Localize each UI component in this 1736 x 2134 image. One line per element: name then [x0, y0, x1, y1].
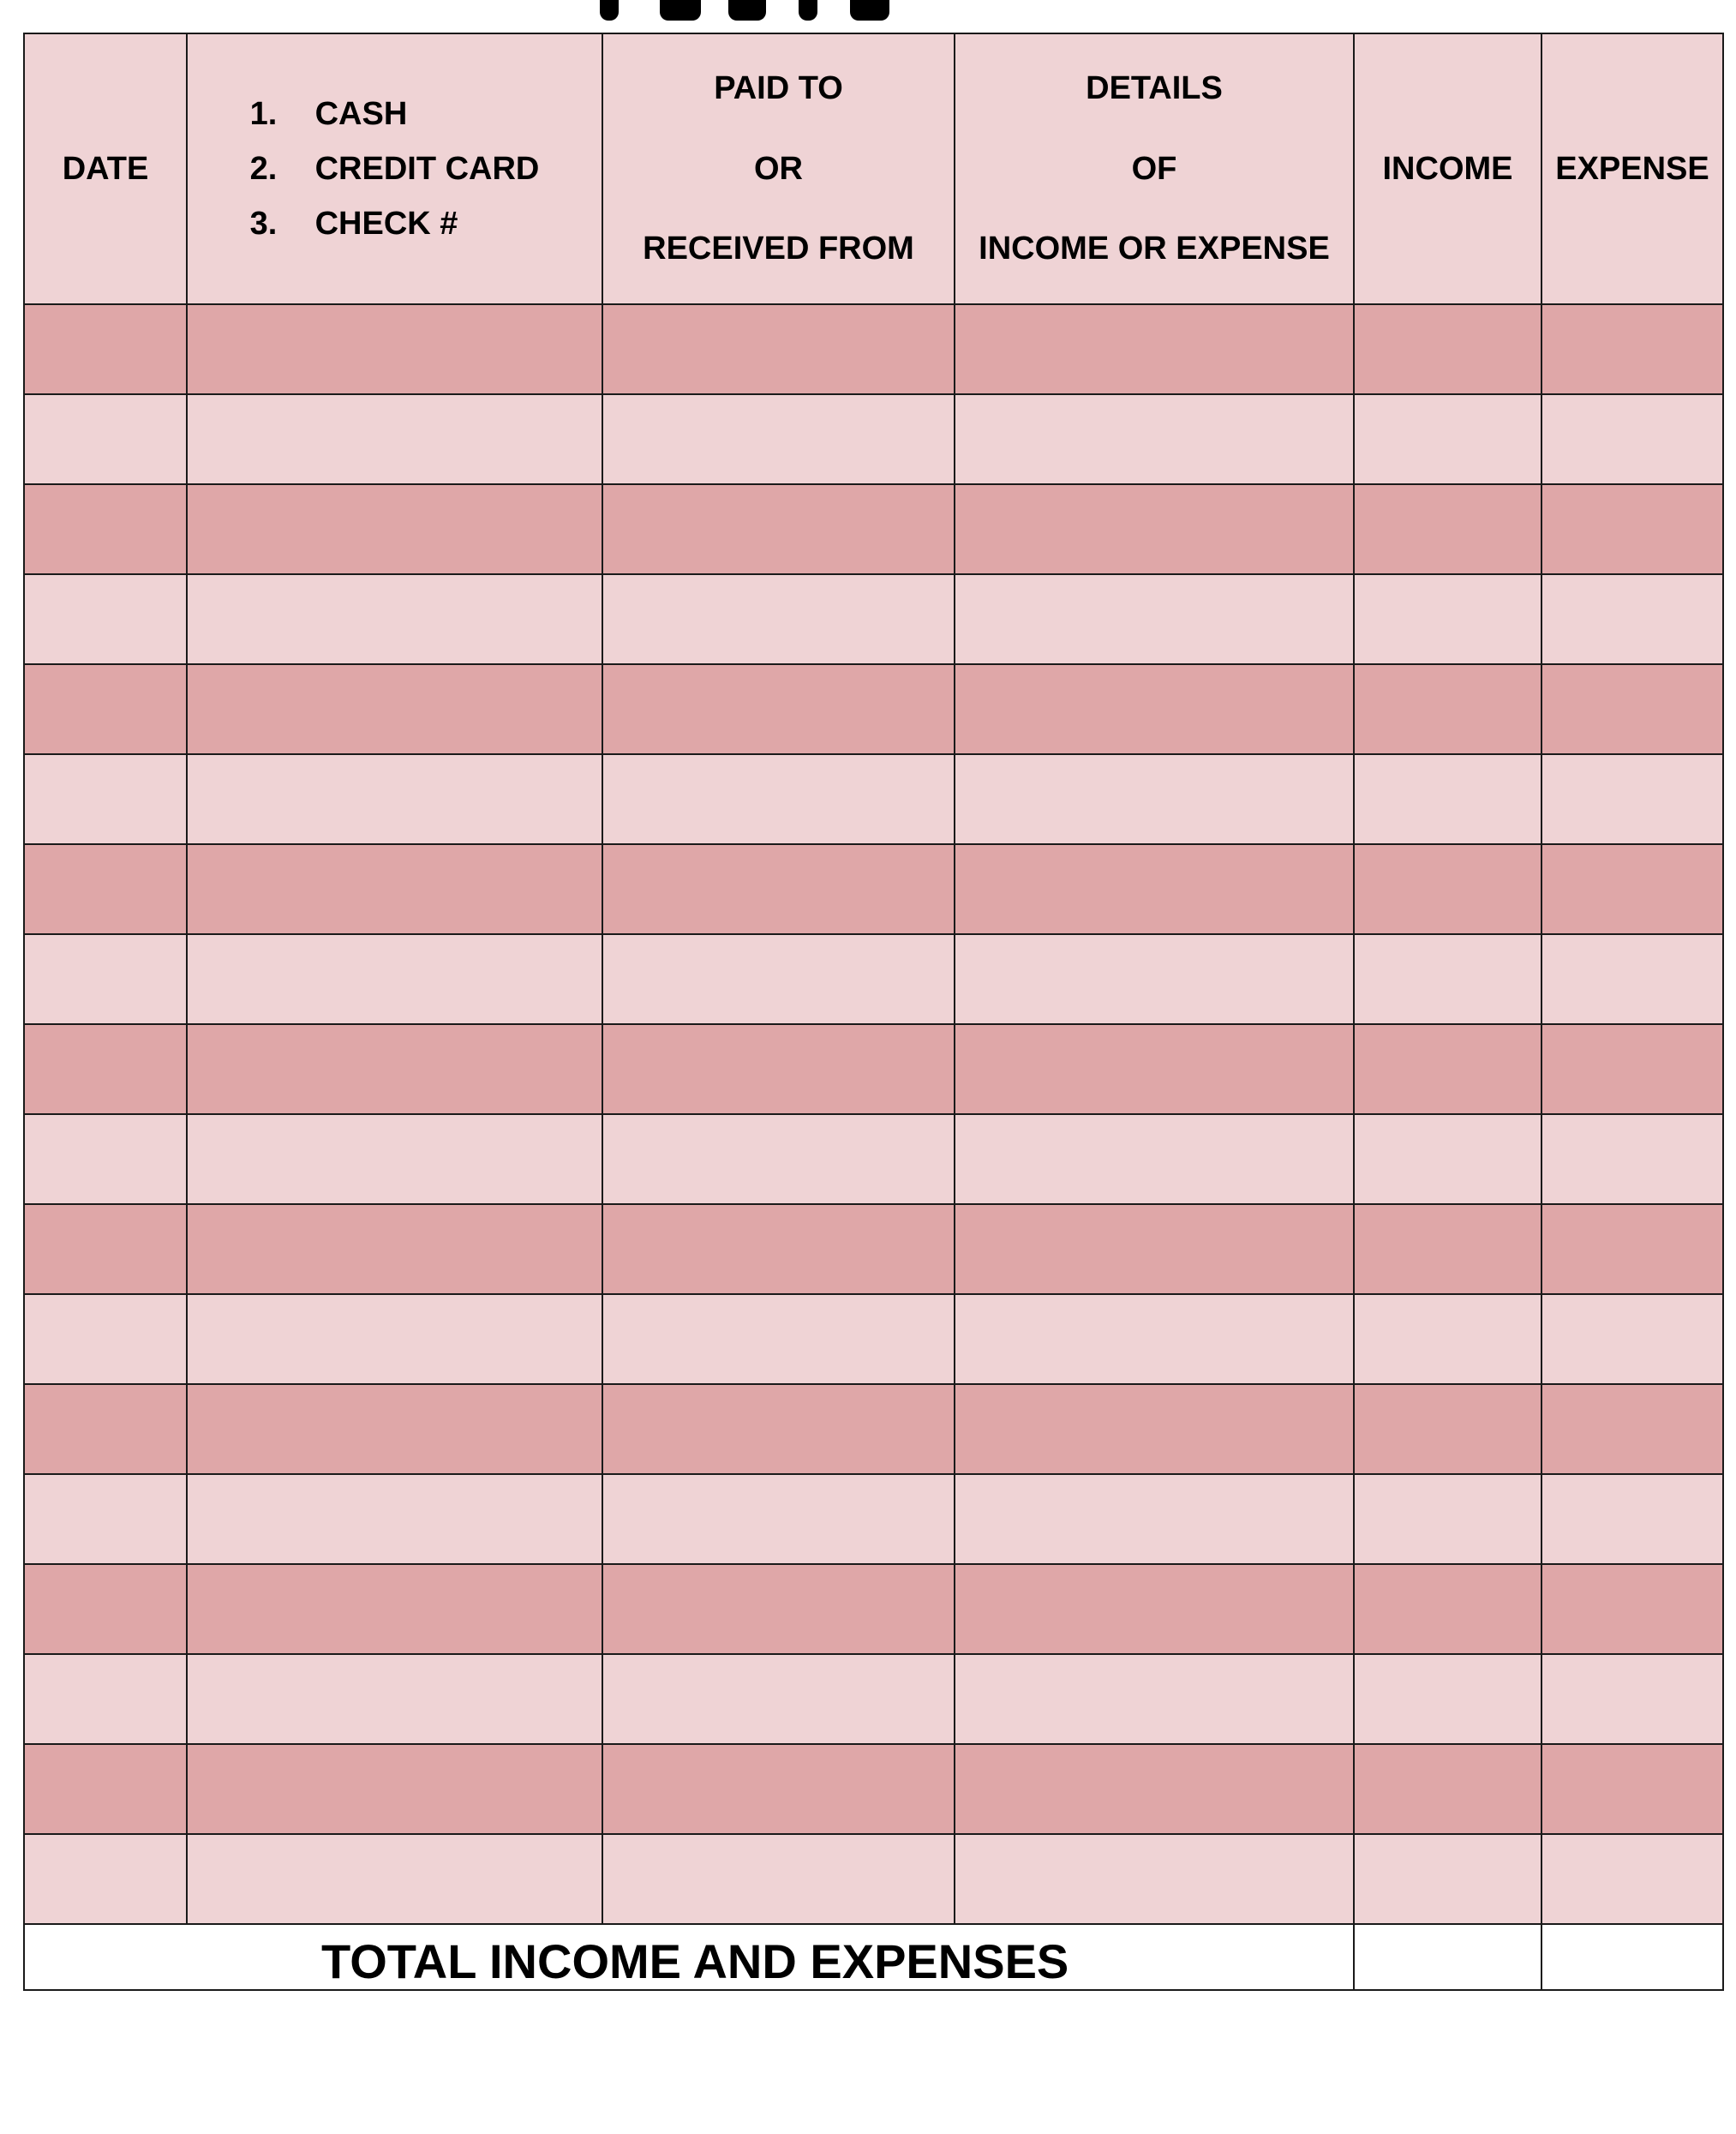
- table-row: [24, 664, 1723, 754]
- table-row: [24, 574, 1723, 664]
- payee-cell[interactable]: [602, 1294, 955, 1384]
- payment-method-cell[interactable]: [187, 934, 602, 1024]
- total-income-cell[interactable]: [1354, 1924, 1541, 1990]
- payment-method-cell[interactable]: [187, 1654, 602, 1744]
- date-cell[interactable]: [24, 664, 187, 754]
- payment-method-cell[interactable]: [187, 1474, 602, 1564]
- payee-cell[interactable]: [602, 304, 955, 394]
- date-cell[interactable]: [24, 1564, 187, 1654]
- income-cell[interactable]: [1354, 1114, 1541, 1204]
- header-row: [24, 33, 1723, 304]
- expense-cell[interactable]: [1541, 1204, 1723, 1294]
- payment-method-label: CASH: [314, 96, 408, 132]
- details-cell[interactable]: [955, 1294, 1354, 1384]
- payment-method-cell[interactable]: [187, 1294, 602, 1384]
- payment-method-cell[interactable]: [187, 484, 602, 574]
- payment-method-item: [250, 196, 540, 251]
- income-cell[interactable]: [1354, 484, 1541, 574]
- table-row: [24, 1114, 1723, 1204]
- income-cell[interactable]: [1354, 754, 1541, 844]
- payment-method-cell[interactable]: [187, 1384, 602, 1474]
- payment-method-cell[interactable]: [187, 304, 602, 394]
- payee-cell[interactable]: [602, 394, 955, 484]
- details-cell[interactable]: [955, 934, 1354, 1024]
- payment-method-cell[interactable]: [187, 574, 602, 664]
- income-header: INCOME: [1354, 33, 1541, 304]
- date-cell[interactable]: [24, 1114, 187, 1204]
- table-row: [24, 1204, 1723, 1294]
- payee-cell[interactable]: [602, 1834, 955, 1924]
- payee-cell[interactable]: [602, 934, 955, 1024]
- income-cell[interactable]: [1354, 574, 1541, 664]
- paid-to-line: OR: [754, 150, 803, 187]
- income-cell[interactable]: [1354, 304, 1541, 394]
- payment-method-label: CREDIT CARD: [314, 151, 540, 187]
- payee-cell[interactable]: [602, 664, 955, 754]
- payee-cell[interactable]: [602, 1114, 955, 1204]
- table-row: [24, 1024, 1723, 1114]
- table-row: [24, 1744, 1723, 1834]
- details-header: [955, 33, 1354, 304]
- table-row: [24, 304, 1723, 394]
- table-row: [24, 1474, 1723, 1564]
- details-cell[interactable]: [955, 1114, 1354, 1204]
- expense-header: EXPENSE: [1541, 33, 1723, 304]
- expense-cell[interactable]: [1541, 1294, 1723, 1384]
- total-label: TOTAL INCOME AND EXPENSES: [24, 1924, 1354, 1990]
- details-cell[interactable]: [955, 484, 1354, 574]
- date-header: DATE: [24, 33, 187, 304]
- date-cell[interactable]: [24, 394, 187, 484]
- income-cell[interactable]: [1354, 1834, 1541, 1924]
- payment-method-item: [250, 141, 540, 196]
- payment-method-cell[interactable]: [187, 1834, 602, 1924]
- expense-cell[interactable]: [1541, 934, 1723, 1024]
- expense-cell[interactable]: [1541, 1384, 1723, 1474]
- payment-method-header: [187, 33, 602, 304]
- payment-method-label: CHECK #: [314, 206, 458, 242]
- expense-cell[interactable]: [1541, 304, 1723, 394]
- details-line: DETAILS: [1086, 70, 1223, 106]
- income-cell[interactable]: [1354, 1384, 1541, 1474]
- details-cell[interactable]: [955, 664, 1354, 754]
- date-cell[interactable]: [24, 1294, 187, 1384]
- table-row: [24, 1564, 1723, 1654]
- income-cell[interactable]: [1354, 844, 1541, 934]
- date-cell[interactable]: [24, 934, 187, 1024]
- income-cell[interactable]: [1354, 394, 1541, 484]
- date-cell[interactable]: [24, 1654, 187, 1744]
- expense-cell[interactable]: [1541, 394, 1723, 484]
- table-row: [24, 1384, 1723, 1474]
- table-row: [24, 1654, 1723, 1744]
- payee-cell[interactable]: [602, 1204, 955, 1294]
- date-cell[interactable]: [24, 304, 187, 394]
- expense-cell[interactable]: [1541, 844, 1723, 934]
- expense-cell[interactable]: [1541, 1024, 1723, 1114]
- payee-cell[interactable]: [602, 754, 955, 844]
- details-cell[interactable]: [955, 844, 1354, 934]
- details-cell[interactable]: [955, 304, 1354, 394]
- details-cell[interactable]: [955, 394, 1354, 484]
- income-cell[interactable]: [1354, 934, 1541, 1024]
- payment-method-cell[interactable]: [187, 844, 602, 934]
- payment-method-list: [250, 87, 540, 251]
- paid-to-line: PAID TO: [714, 70, 843, 106]
- payment-method-number: 1.: [249, 96, 278, 132]
- details-cell[interactable]: [955, 1744, 1354, 1834]
- payee-cell[interactable]: [602, 1654, 955, 1744]
- table-row: [24, 1834, 1723, 1924]
- income-cell[interactable]: [1354, 1564, 1541, 1654]
- title-fragment-area: [0, 0, 1736, 33]
- payee-cell[interactable]: [602, 1384, 955, 1474]
- payment-method-cell[interactable]: [187, 664, 602, 754]
- details-line: INCOME OR EXPENSE: [979, 231, 1330, 267]
- payment-method-cell[interactable]: [187, 1114, 602, 1204]
- details-cell[interactable]: [955, 1024, 1354, 1114]
- expense-cell[interactable]: [1541, 484, 1723, 574]
- date-cell[interactable]: [24, 1024, 187, 1114]
- income-cell[interactable]: [1354, 1474, 1541, 1564]
- payment-method-cell[interactable]: [187, 1564, 602, 1654]
- paid-to-header: [602, 33, 955, 304]
- details-cell[interactable]: [955, 1654, 1354, 1744]
- date-cell[interactable]: [24, 1384, 187, 1474]
- details-cell[interactable]: [955, 574, 1354, 664]
- ledger-table: [23, 33, 1724, 1991]
- details-cell[interactable]: [955, 1834, 1354, 1924]
- payment-method-cell[interactable]: [187, 1204, 602, 1294]
- expense-cell[interactable]: [1541, 1114, 1723, 1204]
- table-row: [24, 844, 1723, 934]
- table-row: [24, 754, 1723, 844]
- date-cell[interactable]: [24, 844, 187, 934]
- expense-cell[interactable]: [1541, 1474, 1723, 1564]
- payment-method-cell[interactable]: [187, 754, 602, 844]
- payee-cell[interactable]: [602, 1564, 955, 1654]
- expense-cell[interactable]: [1541, 664, 1723, 754]
- income-cell[interactable]: [1354, 664, 1541, 754]
- details-line: OF: [1131, 150, 1177, 187]
- income-cell[interactable]: [1354, 1024, 1541, 1114]
- income-cell[interactable]: [1354, 1294, 1541, 1384]
- table-row: [24, 934, 1723, 1024]
- payee-cell[interactable]: [602, 1744, 955, 1834]
- payee-cell[interactable]: [602, 1024, 955, 1114]
- payee-cell[interactable]: [602, 484, 955, 574]
- date-cell[interactable]: [24, 1204, 187, 1294]
- expense-cell[interactable]: [1541, 1564, 1723, 1654]
- details-cell[interactable]: [955, 754, 1354, 844]
- income-cell[interactable]: [1354, 1654, 1541, 1744]
- payment-method-cell[interactable]: [187, 1744, 602, 1834]
- expense-cell[interactable]: [1541, 1834, 1723, 1924]
- ledger-body: [24, 304, 1723, 1924]
- payment-method-number: 2.: [249, 151, 278, 187]
- payee-cell[interactable]: [602, 574, 955, 664]
- details-cell[interactable]: [955, 1474, 1354, 1564]
- payment-method-number: 3.: [249, 206, 278, 242]
- date-cell[interactable]: [24, 1474, 187, 1564]
- payment-method-cell[interactable]: [187, 1024, 602, 1114]
- details-cell[interactable]: [955, 1384, 1354, 1474]
- expense-cell[interactable]: [1541, 754, 1723, 844]
- payee-cell[interactable]: [602, 844, 955, 934]
- payment-method-cell[interactable]: [187, 394, 602, 484]
- total-expense-cell[interactable]: [1541, 1924, 1723, 1990]
- total-row: [24, 1924, 1723, 1990]
- income-cell[interactable]: [1354, 1204, 1541, 1294]
- payee-cell[interactable]: [602, 1474, 955, 1564]
- income-cell[interactable]: [1354, 1744, 1541, 1834]
- cropped-title-glyphs: [600, 0, 891, 21]
- paid-to-line: RECEIVED FROM: [643, 231, 914, 267]
- expense-cell[interactable]: [1541, 1744, 1723, 1834]
- date-cell[interactable]: [24, 574, 187, 664]
- table-row: [24, 484, 1723, 574]
- expense-cell[interactable]: [1541, 574, 1723, 664]
- table-row: [24, 1294, 1723, 1384]
- details-cell[interactable]: [955, 1564, 1354, 1654]
- expense-cell[interactable]: [1541, 1654, 1723, 1744]
- date-cell[interactable]: [24, 1834, 187, 1924]
- date-cell[interactable]: [24, 754, 187, 844]
- date-cell[interactable]: [24, 1744, 187, 1834]
- table-row: [24, 394, 1723, 484]
- date-cell[interactable]: [24, 484, 187, 574]
- details-cell[interactable]: [955, 1204, 1354, 1294]
- payment-method-item: [250, 87, 540, 141]
